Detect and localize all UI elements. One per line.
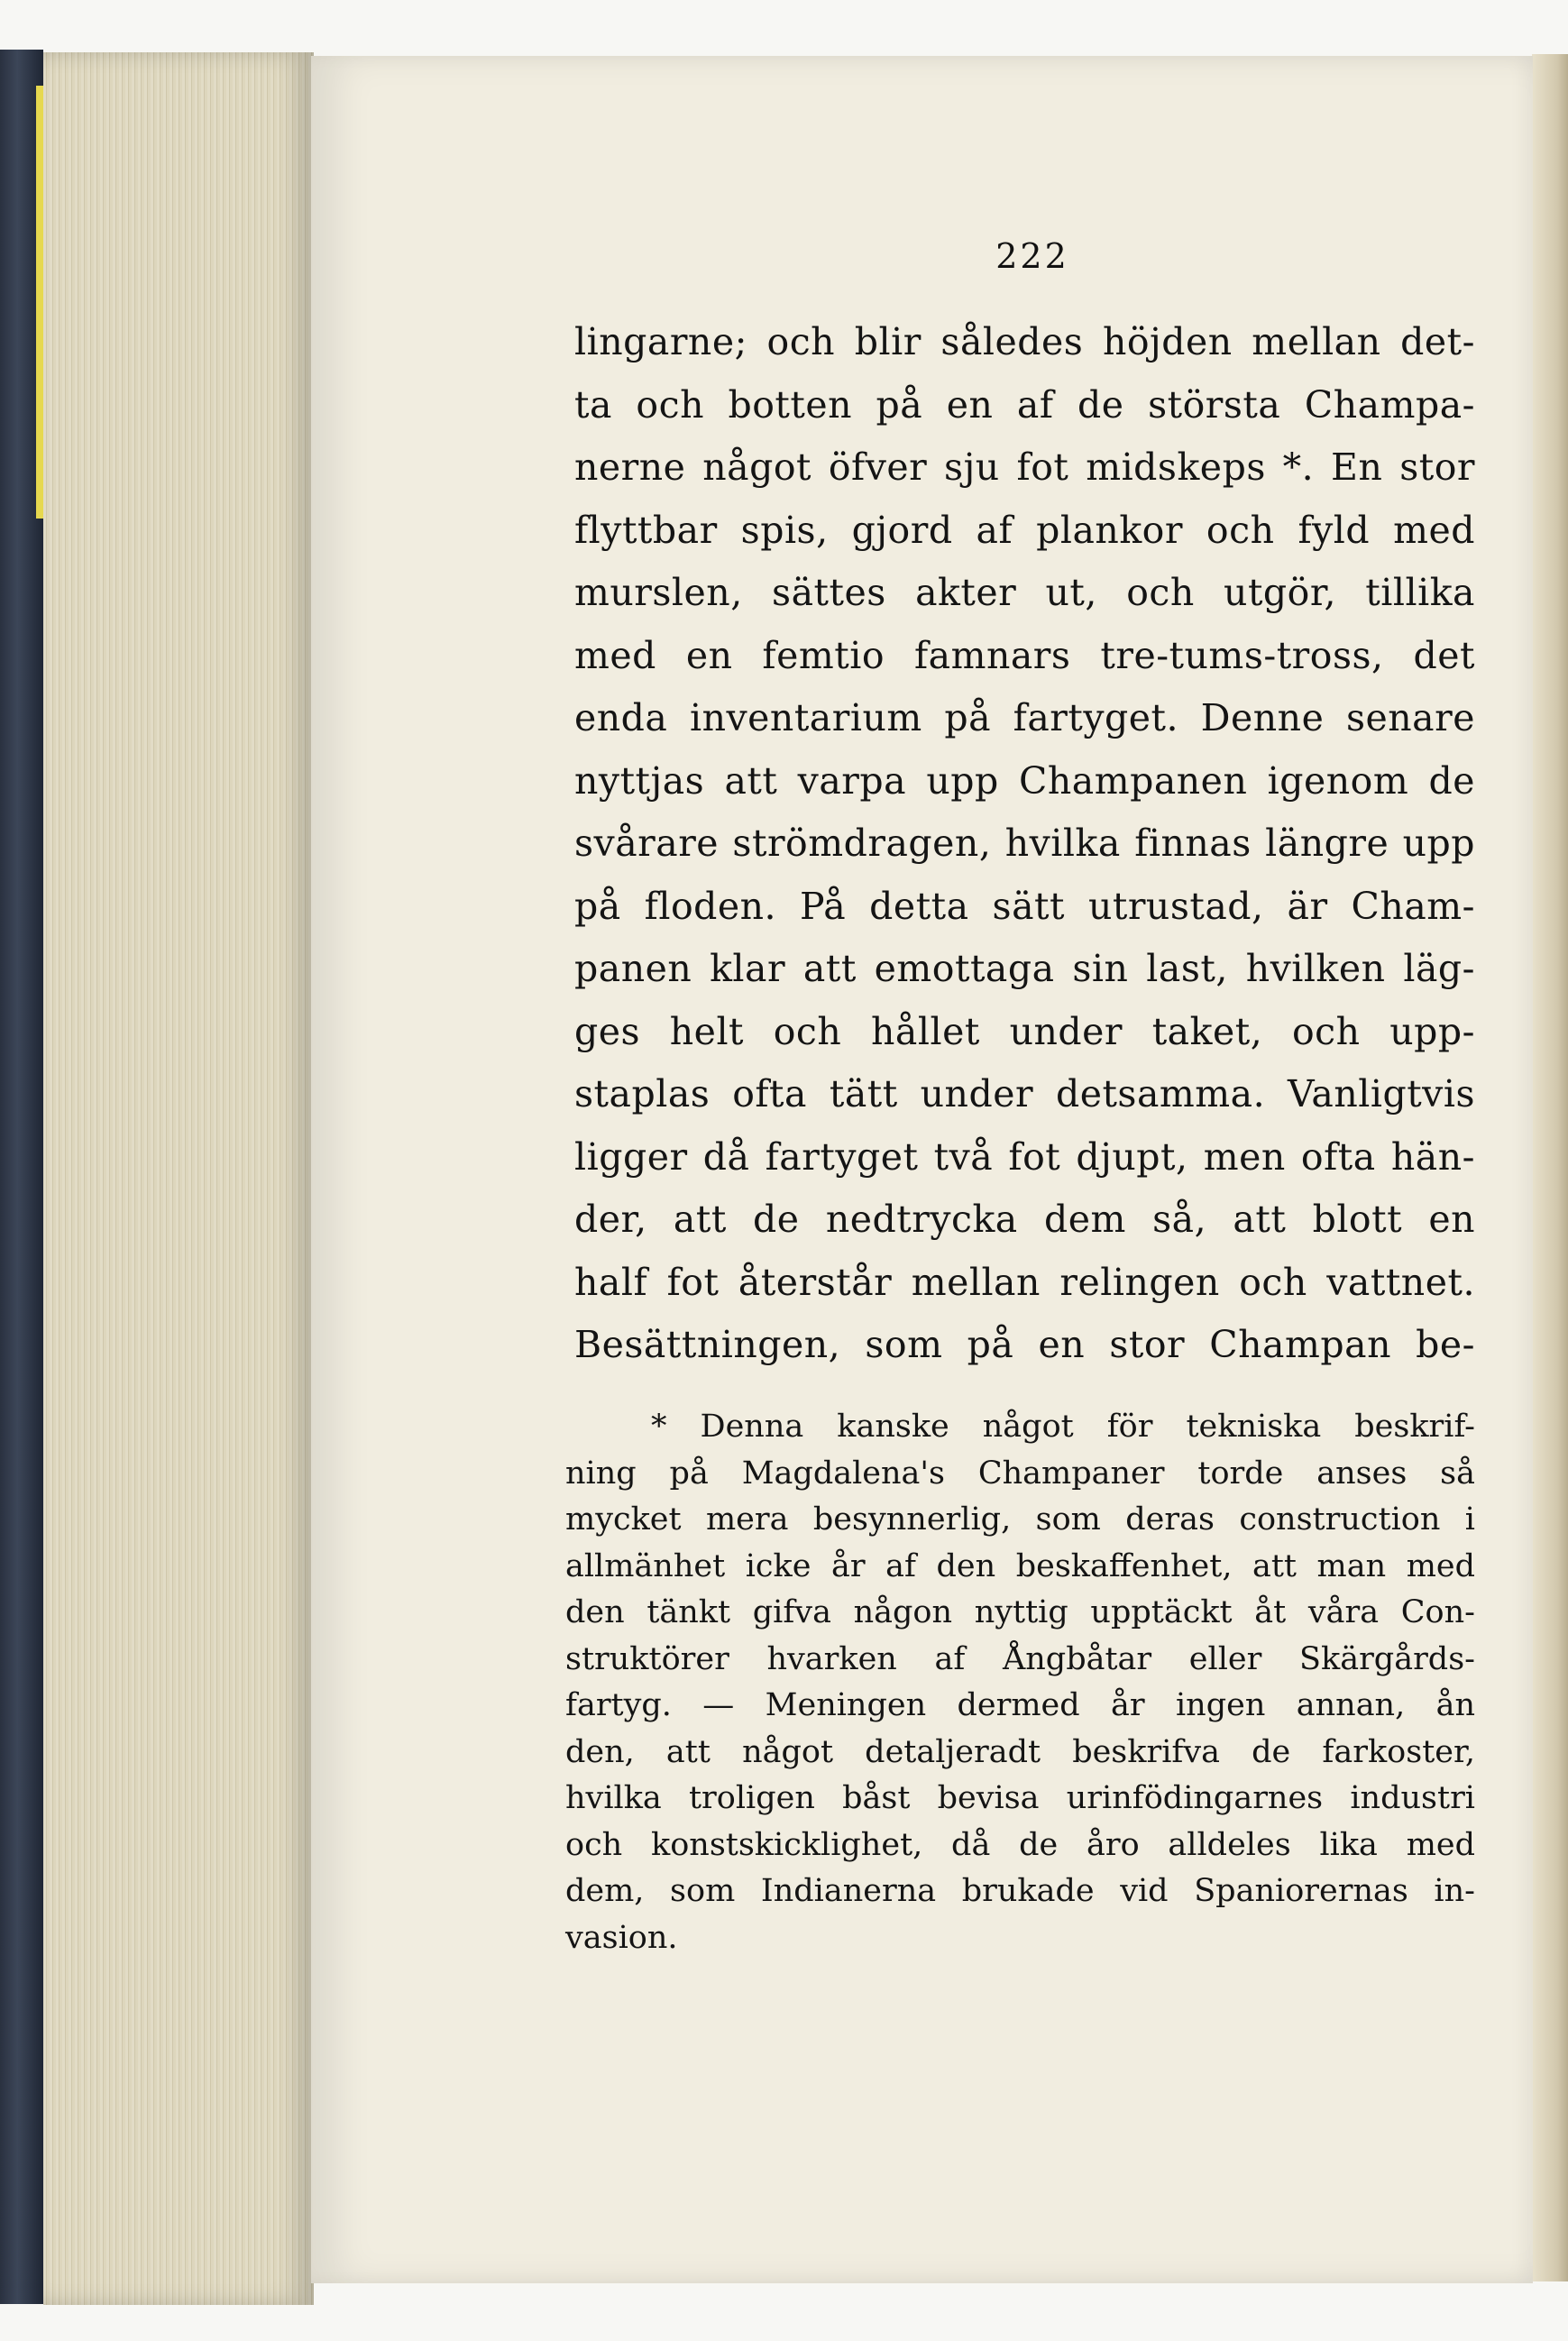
footnote-line: den tänkt gifva någon nyttig upptäckt åt våra Con- — [565, 1594, 1475, 1630]
footnote-line: fartyg. — Meningen dermed år ingen annan, ån — [565, 1687, 1475, 1723]
body-line: murslen, sättes akter ut, och utgör, tillika — [574, 571, 1475, 614]
body-line: half fot återstår mellan relingen och vattnet. — [574, 1260, 1475, 1304]
body-line: lingarne; och blir således höjden mellan det- — [574, 320, 1475, 363]
body-line: nyttjas att varpa upp Champanen igenom de — [574, 758, 1475, 803]
body-line: enda inventarium på fartyget. Denne senare — [574, 696, 1475, 739]
right-cover-edge — [1532, 54, 1568, 2281]
footnote-line: och konstskicklighet, då de åro alldeles lika med — [565, 1826, 1475, 1863]
footnote-line: ning på Magdalena's Champaner torde anses så — [565, 1455, 1475, 1492]
body-line: svårare strömdragen, hvilka finnas längre upp — [574, 822, 1475, 865]
footnote-line: struktörer hvarken af Ångbåtar eller Skärgårds- — [565, 1640, 1475, 1677]
footnote-line: vasion. — [565, 1919, 678, 1956]
footnote-line: * Denna kanske något för tekniska beskrif- — [651, 1409, 1475, 1445]
footnote-line: dem, som Indianerna brukade vid Spaniorernas in- — [565, 1873, 1475, 1909]
body-line: på floden. På detta sätt utrustad, är Cham- — [574, 884, 1475, 928]
body-line: flyttbar spis, gjord af plankor och fyld med — [574, 508, 1475, 552]
footnote-line: mycket mera besynnerlig, som deras construction i — [565, 1501, 1475, 1538]
footnote-line: den, att något detaljeradt beskrifva de farkoster, — [565, 1733, 1475, 1770]
page-number: 222 — [995, 236, 1069, 276]
body-line: nerne något öfver sju fot midskeps *. En stor — [574, 445, 1475, 489]
body-line: panen klar att emottaga sin last, hvilken läg- — [574, 947, 1475, 990]
page-edges-stack — [43, 52, 314, 2305]
body-line: ges helt och hållet under taket, och upp- — [574, 1009, 1475, 1053]
body-line: staplas ofta tätt under detsamma. Vanligtvis — [574, 1072, 1475, 1115]
body-line: med en femtio famnars tre-tums-tross, det — [574, 633, 1475, 677]
body-line: ligger då fartyget två fot djupt, men ofta hän- — [574, 1134, 1475, 1179]
footnote-line: allmänhet icke år af den beskaffenhet, att man med — [565, 1547, 1475, 1584]
footnote-line: hvilka troligen båst bevisa urinfödingarnes industri — [565, 1780, 1475, 1816]
body-line: der, att de nedtrycka dem så, att blott en — [574, 1198, 1475, 1241]
body-line: Besättningen, som på en stor Champan be- — [574, 1323, 1475, 1366]
body-text — [574, 311, 1475, 1377]
body-line: ta och botten på en af de största Champa- — [574, 382, 1475, 427]
footnote — [565, 1404, 1475, 1961]
